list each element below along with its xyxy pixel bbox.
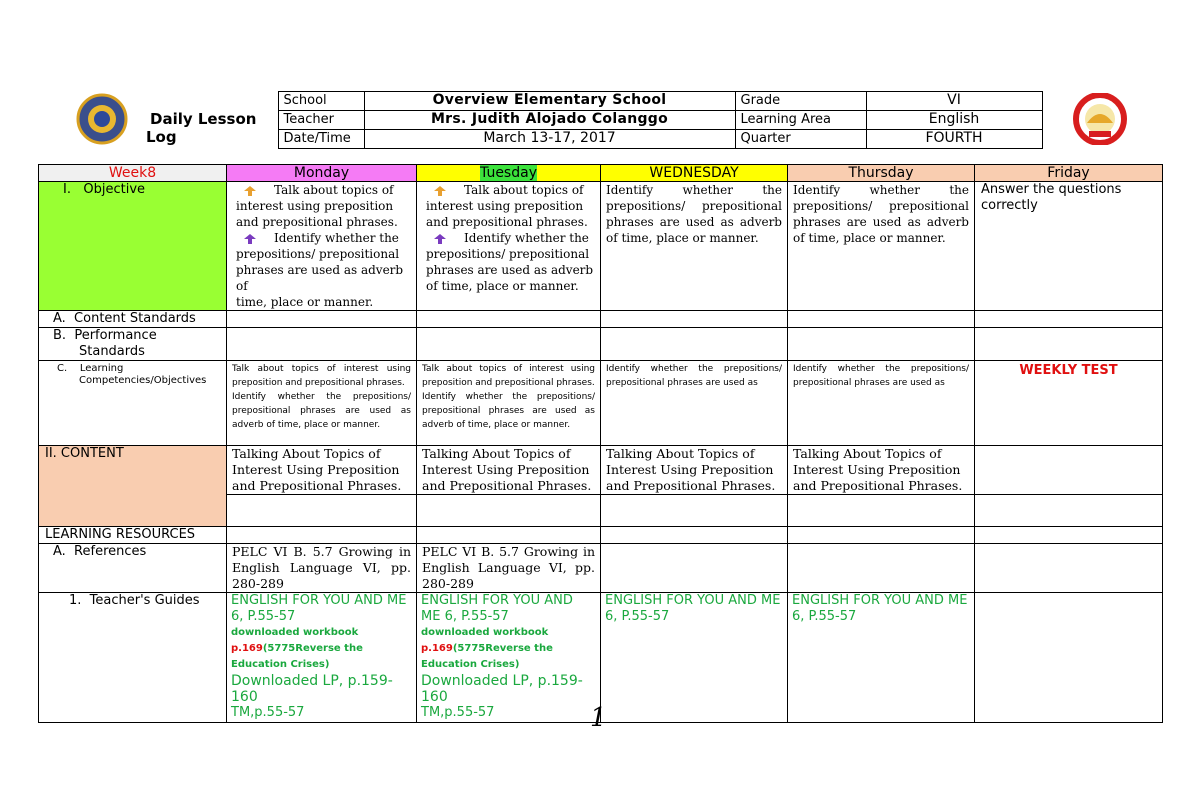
friday-objective: Answer the questions correctly	[975, 182, 1163, 311]
teacher-value: Mrs. Judith Alojado Colanggo	[364, 111, 735, 130]
monday-teachers-guides: ENGLISH FOR YOU AND ME 6, P.55-57 downloaded workbook p.169(5775Reverse the Education Crises) Downloaded LP, p.159-160 TM,p.55-57	[227, 593, 417, 723]
tuesday-content-extra	[417, 495, 601, 527]
monday-competencies: Talk about topics of interest using preposition and prepositional phrases. Identify whether the prepositions/ prepositional phrases are used as adverb of time, place or manner.	[227, 361, 417, 446]
tuesday-references: PELC VI B. 5.7 Growing in English Language VI, pp. 280-289	[417, 544, 601, 593]
thursday-teachers-guides: ENGLISH FOR YOU AND ME 6, P.55-57	[788, 593, 975, 723]
thursday-competencies: Identify whether the prepositions/ prepositional phrases are used as	[788, 361, 975, 446]
thursday-content-extra	[788, 495, 975, 527]
tuesday-header: Tuesday	[417, 165, 601, 182]
monday-references: PELC VI B. 5.7 Growing in English Language VI, pp. 280-289	[227, 544, 417, 593]
monday-content-standards	[227, 311, 417, 328]
monday-content-extra	[227, 495, 417, 527]
learning-competencies-label: C. Learning Competencies/Objectives	[39, 361, 227, 446]
tuesday-teachers-guides: ENGLISH FOR YOU AND ME 6, P.55-57 downloaded workbook p.169(5775Reverse the Education Crises) Downloaded LP, p.159-160 TM,p.55-57	[417, 593, 601, 723]
learning-area-label: Learning Area	[735, 111, 866, 130]
teachers-guides-label: 1. Teacher's Guides	[39, 593, 227, 723]
logo-cell	[1042, 92, 1170, 149]
arrow-bullet-icon	[434, 234, 446, 244]
thursday-content: Talking About Topics of Interest Using Preposition and Prepositional Phrases.	[788, 446, 975, 495]
grade-label: Grade	[735, 92, 866, 111]
datetime-value: March 13-17, 2017	[364, 130, 735, 149]
friday-content	[975, 446, 1163, 495]
tuesday-competencies: Talk about topics of interest using preposition and prepositional phrases. Identify whether the prepositions/ prepositional phrases are used as adverb of time, place or manner.	[417, 361, 601, 446]
quarter-label: Quarter	[735, 130, 866, 149]
grade-value: VI	[866, 92, 1042, 111]
tuesday-learning-resources	[417, 527, 601, 544]
wednesday-teachers-guides: ENGLISH FOR YOU AND ME 6, P.55-57	[601, 593, 788, 723]
friday-teachers-guides	[975, 593, 1163, 723]
wednesday-content: Talking About Topics of Interest Using Preposition and Prepositional Phrases.	[601, 446, 788, 495]
content-standards-label: A. Content Standards	[39, 311, 227, 328]
thursday-header: Thursday	[788, 165, 975, 182]
header-info-table	[46, 91, 1170, 149]
monday-objective: Talk about topics of interest using preposition and prepositional phrases. Identify whether the prepositions/ prepositional phrases are used as adverb of time, place or manner.	[227, 182, 417, 311]
friday-header: Friday	[975, 165, 1163, 182]
wednesday-content-standards	[601, 311, 788, 328]
thursday-content-standards	[788, 311, 975, 328]
teacher-label: Teacher	[278, 111, 364, 130]
school-label: School	[278, 92, 364, 111]
wednesday-performance-standards	[601, 328, 788, 361]
arrow-bullet-icon	[244, 186, 256, 196]
learning-resources-label: LEARNING RESOURCES	[39, 527, 227, 544]
school-value: Overview Elementary School	[364, 92, 735, 111]
friday-competencies: WEEKLY TEST	[975, 361, 1163, 446]
page-title: Daily Lesson Log	[146, 110, 257, 146]
references-label: A. References	[39, 544, 227, 593]
thursday-learning-resources	[788, 527, 975, 544]
tuesday-content: Talking About Topics of Interest Using Preposition and Prepositional Phrases.	[417, 446, 601, 495]
performance-standards-label: B. Performance Standards	[39, 328, 227, 361]
tuesday-objective: Talk about topics of interest using preposition and prepositional phrases. Identify whether the prepositions/ prepositional phrases are used as adverb of time, place or manner.	[417, 182, 601, 311]
friday-references	[975, 544, 1163, 593]
arrow-bullet-icon	[434, 186, 446, 196]
wednesday-content-extra	[601, 495, 788, 527]
wednesday-references	[601, 544, 788, 593]
content-label: II. CONTENT	[39, 446, 227, 527]
page-number: 1	[590, 703, 607, 733]
quarter-value: FOURTH	[866, 130, 1042, 149]
wednesday-header: WEDNESDAY	[601, 165, 788, 182]
thursday-performance-standards	[788, 328, 975, 361]
friday-learning-resources	[975, 527, 1163, 544]
monday-content: Talking About Topics of Interest Using Preposition and Prepositional Phrases.	[227, 446, 417, 495]
friday-content-extra	[975, 495, 1163, 527]
monday-learning-resources	[227, 527, 417, 544]
arrow-bullet-icon	[244, 234, 256, 244]
wednesday-competencies: Identify whether the prepositions/ prepositional phrases are used as	[601, 361, 788, 446]
lesson-log-table	[38, 164, 1163, 723]
tuesday-content-standards	[417, 311, 601, 328]
monday-header: Monday	[227, 165, 417, 182]
datetime-label: Date/Time	[278, 130, 364, 149]
thursday-references	[788, 544, 975, 593]
week-header: Week8	[39, 165, 227, 182]
tuesday-performance-standards	[417, 328, 601, 361]
friday-content-standards	[975, 311, 1163, 328]
friday-performance-standards	[975, 328, 1163, 361]
header-title-cell	[46, 92, 278, 149]
thursday-objective: Identify whether the prepositions/ prepositional phrases are used as adverb of time, place or manner.	[788, 182, 975, 311]
monday-performance-standards	[227, 328, 417, 361]
learning-area-value: English	[866, 111, 1042, 130]
wednesday-learning-resources	[601, 527, 788, 544]
objective-label: I. Objective	[39, 182, 227, 311]
wednesday-objective: Identify whether the prepositions/ prepositional phrases are used as adverb of time, place or manner.	[601, 182, 788, 311]
